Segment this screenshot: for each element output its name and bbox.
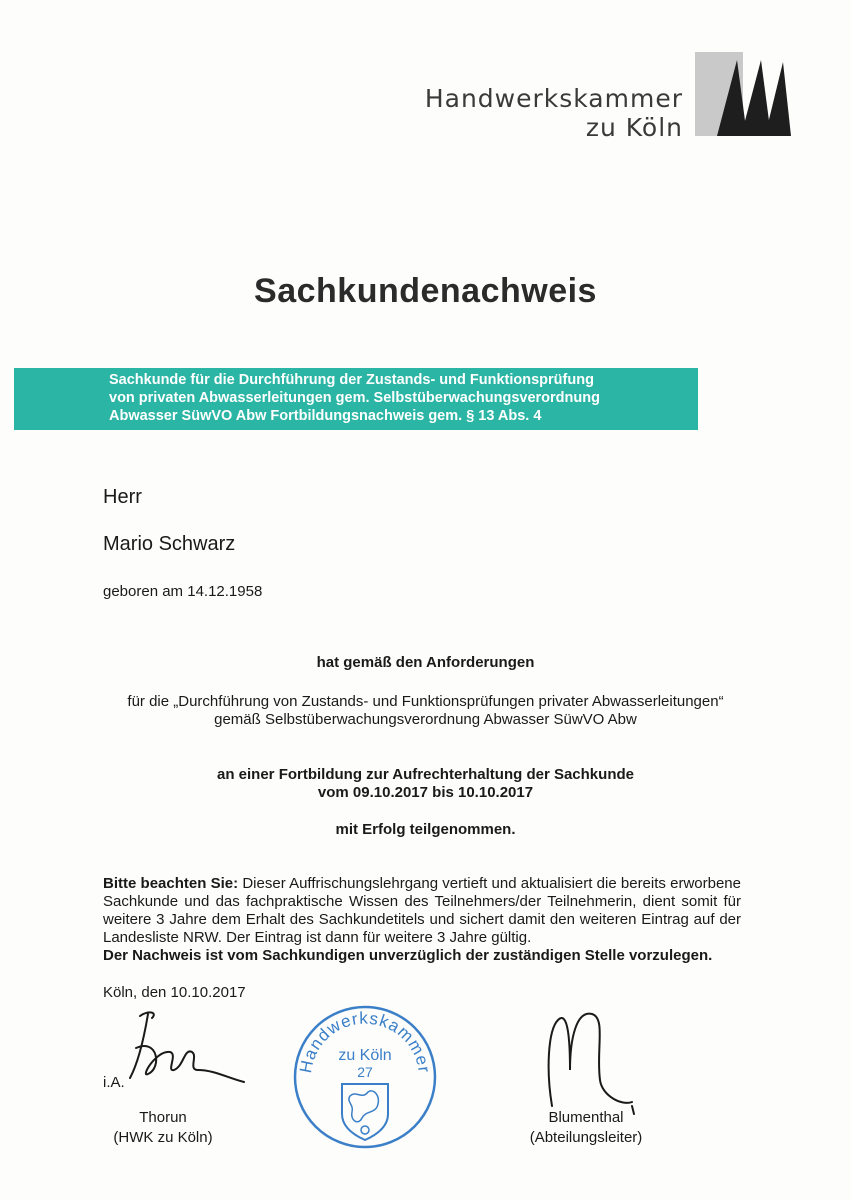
- left-signatory-role: (HWK zu Köln): [113, 1129, 213, 1146]
- ia-label: i.A.: [103, 1074, 125, 1091]
- coat-of-arms-icon: [342, 1084, 388, 1140]
- banner-line-2: von privaten Abwasserleitungen gem. Selbstüberwachungsverordnung: [109, 390, 600, 406]
- requirements-line: hat gemäß den Anforderungen: [316, 654, 535, 671]
- notice-paragraph: [103, 875, 741, 965]
- right-signatory-name: Blumenthal: [548, 1109, 624, 1126]
- salutation: Herr: [103, 486, 142, 508]
- right-signatory-role: (Abteilungsleiter): [529, 1129, 643, 1146]
- success-line: mit Erfolg teilgenommen.: [335, 821, 516, 838]
- notice-label: Bitte beachten Sie:: [103, 875, 239, 892]
- notice-bold-line: Der Nachweis ist vom Sachkundigen unverzüglich der zuständigen Stelle vorzulegen.: [103, 947, 713, 964]
- place-and-date: Köln, den 10.10.2017: [103, 984, 246, 1001]
- official-stamp: [292, 1004, 438, 1150]
- banner-line-3: Abwasser SüwVO Abw Fortbildungsnachweis gem. § 13 Abs. 4: [109, 408, 542, 424]
- logo-line-1: Handwerkskammer: [424, 84, 683, 113]
- left-signatory-name: Thorun: [139, 1109, 187, 1126]
- right-signatory: [506, 1108, 666, 1148]
- course-subject-line: für die „Durchführung von Zustands- und Funktionsprüfungen privater Abwasserleitungen“: [127, 693, 724, 710]
- logo-wordmark: [425, 84, 683, 142]
- subject-banner-text: [109, 371, 709, 425]
- signature-blumenthal: [536, 1010, 636, 1116]
- stamp-line-1: zu Köln: [338, 1047, 392, 1064]
- left-signatory: [100, 1108, 226, 1148]
- notice-text: Dieser Auffrischungslehrgang vertieft und aktualisiert die bereits erworbene Sachkunde und das fachpraktische Wissen des Teilnehmers/der Teilnehmerin, dient somit für weitere 3 Jahre dem Erhalt des Sachkundetitels und sichert damit den weiteren Eintrag auf der Landesliste NRW. Der Eintrag ist dann für weitere 3 Jahre gültig.: [103, 875, 741, 946]
- training-line: an einer Fortbildung zur Aufrechterhaltung der Sachkunde: [217, 766, 634, 783]
- signature-thorun: [118, 1008, 248, 1088]
- document-title: Sachkundenachweis: [254, 272, 597, 310]
- logo-line-2: zu Köln: [585, 113, 683, 142]
- banner-line-1: Sachkunde für die Durchführung der Zustands- und Funktionsprüfung: [109, 372, 594, 388]
- regulation-line: gemäß Selbstüberwachungsverordnung Abwasser SüwVO Abw: [214, 711, 637, 728]
- stamp-line-2: 27: [357, 1064, 373, 1080]
- stamp-arc-text: Handwerkskammer: [296, 1008, 434, 1075]
- chamber-logo-icon: [695, 52, 791, 136]
- recipient-name: Mario Schwarz: [103, 533, 236, 555]
- training-period: vom 09.10.2017 bis 10.10.2017: [317, 784, 534, 801]
- date-of-birth: geboren am 14.12.1958: [103, 583, 263, 600]
